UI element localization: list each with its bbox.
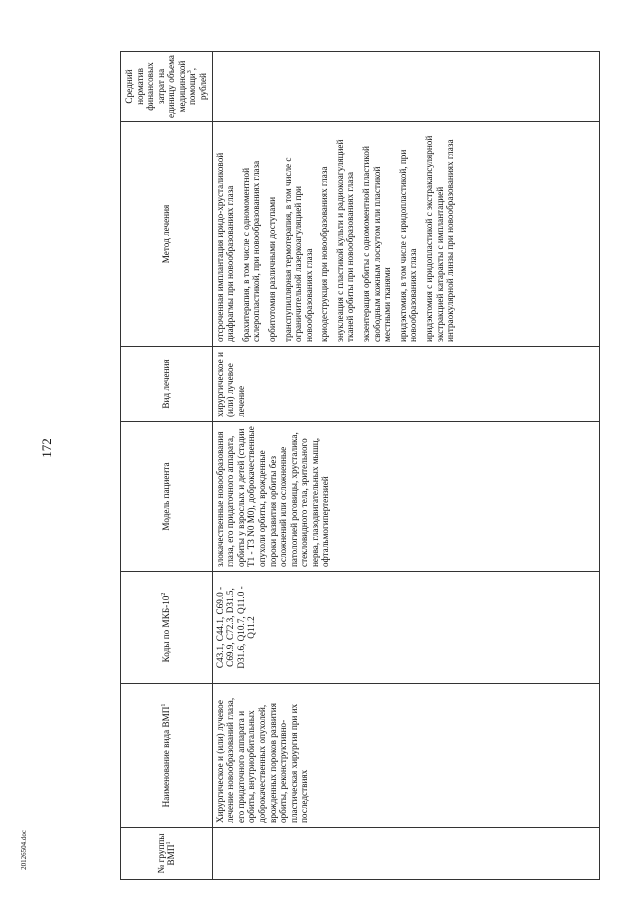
cell-vmp-name: Хирургическое и (или) лучевое лечение новообразований глаза, его придаточного аппарата и орбиты, внутриорбитальных доброкачественных опухолей, врожденных пороков развития орбиты, реконструктивно-пластическая хирургия при их последствиях [212, 684, 599, 828]
method-item: экзентерация орбиты с одномоментной пластикой свободным кожным лоскутом или пластикой местными тканями [361, 146, 393, 342]
cell-icd-codes: C43.1, C44.1, C69.0 - C69.9, C72.3, D31.5, D31.6, Q10.7, Q11.0 - Q11.2 [212, 572, 599, 684]
method-item: иридэктомия, в том числе с иридопластикой, при новообразованиях глаза [397, 149, 419, 342]
header-treatment-method: Метод лечения [121, 122, 213, 347]
vmp-table [120, 51, 600, 880]
method-item: криодеструкция при новообразованиях глаза [319, 166, 330, 342]
header-treatment-type: Вид лечения [121, 347, 213, 422]
cell-group-number [212, 828, 599, 880]
method-item: энуклеация с пластикой культи и радиокоагуляцией тканей орбиты при новообразованиях глаза [334, 139, 356, 342]
page-number: 172 [39, 438, 54, 458]
method-item: орбитотомия различными доступами [267, 196, 277, 342]
header-icd-codes: Коды по МКБ-$10^2$ [121, 572, 213, 684]
table-header-row [121, 52, 213, 880]
method-item: транспупиллярная термотерапия, в том числе с ограничительной лазеркоагуляцией при новообразованиях глаза [282, 157, 314, 342]
header-avg-cost: Средний норматив финансовых затрат на единицу объема медицинской помощи$^3$, рублей [121, 52, 213, 122]
method-item: отсроченная имплантация иридо-хрусталиковой диафрагмы при новообразованиях глаза [214, 152, 236, 342]
cell-treatment-type: хирургическое и (или) лучевое лечение [212, 347, 599, 422]
header-patient-model: Модель пациента [121, 422, 213, 572]
table-container [120, 52, 600, 880]
document-code: 20126504.doc [20, 830, 28, 870]
cell-avg-cost [212, 52, 599, 122]
method-item: иридэктомия с иридопластикой с экстракапсулярной экстракцией катаракты с имплантацией интраокулярной линзы при новообразованиях глаза [423, 135, 456, 342]
table-row [212, 52, 599, 880]
header-vmp-name: Наименование вида ВМП$^1$ [121, 684, 213, 828]
header-group-number: № группы ВМП$^1$ [121, 828, 213, 880]
cell-patient-model: злокачественные новообразования глаза, его придаточного аппарата, орбиты у взрослых и детей (стадии T1 - T3 N0 M0), доброкачественные опухоли орбиты, врожденные пороки развития орбиты без осложнений или осложненные патологией роговицы, хрусталика, стекловидного тела, зрительного нерва, глазодвигательных мышц, офтальмогипертензией [212, 422, 599, 572]
cell-treatment-methods [212, 122, 599, 347]
method-item: брахитерапия, в том числе с одномоментной склеропластикой, при новообразованиях глаза [240, 160, 262, 342]
